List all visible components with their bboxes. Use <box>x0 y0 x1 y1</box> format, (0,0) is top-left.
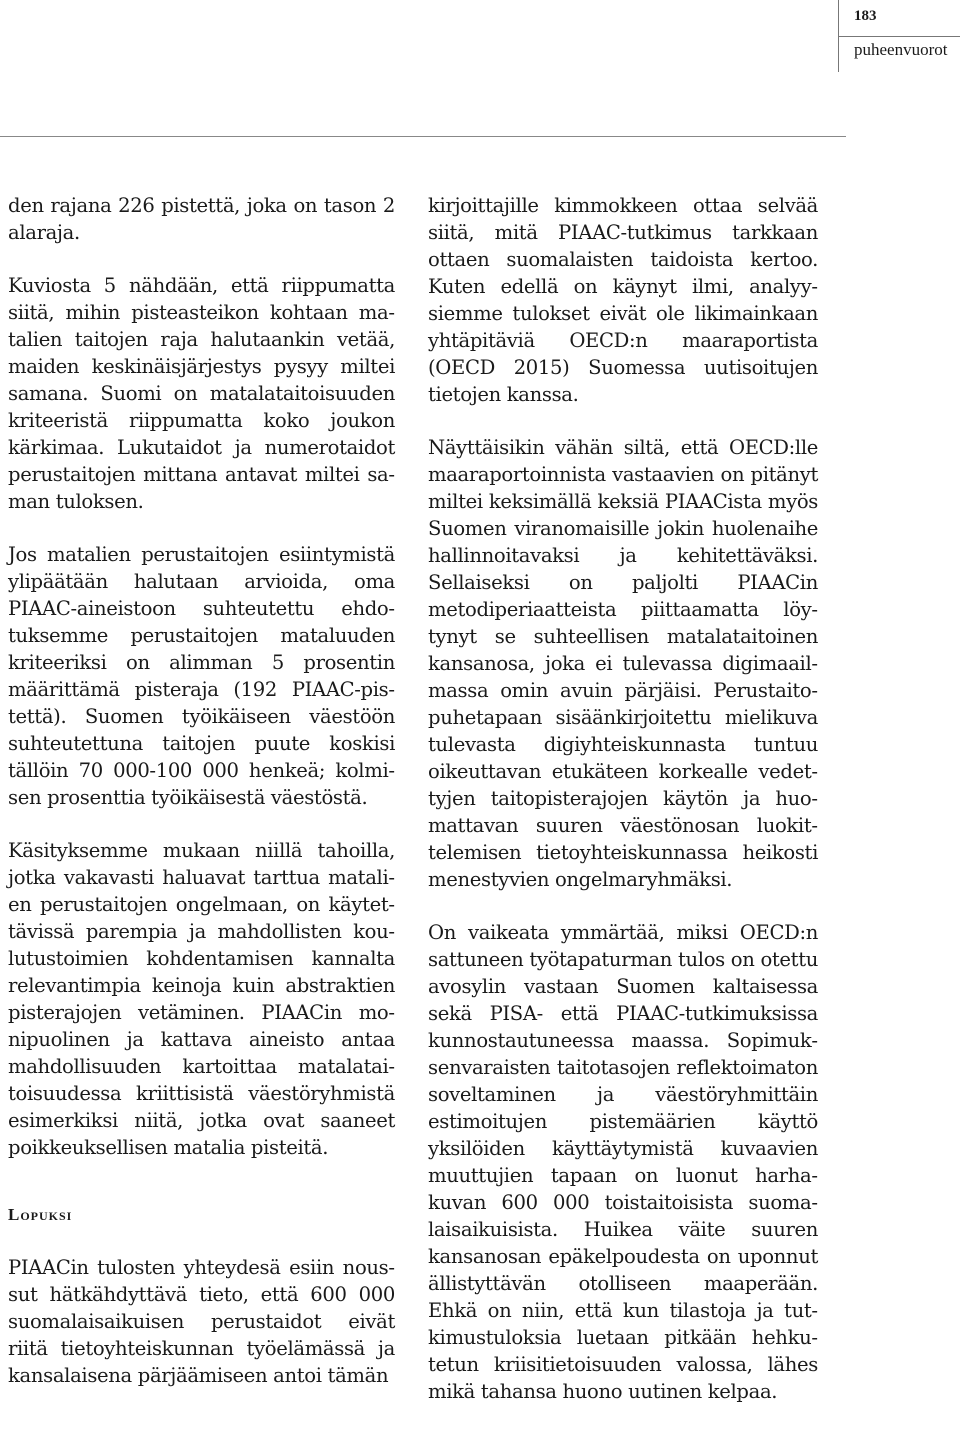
left-paragraph-4: Käsityksemme mukaan niillä tahoilla, jotka vakavasti haluavat tarttua matalien perustaitojen ongelmaan, on käytettävissä parempia ja mahdollisten koulutustoimien kohdentamisen kannalta relevantimpia keinoja kuin abstraktien pisterajojen vetäminen. PIAACin monipuolinen ja kattava aineisto antaa mahdollisuuden kartoittaa matalataitoisuudessa kriittisistä väestöryhmistä esimerkiksi niitä, jotka ovat saaneet poikkeuksellisen matalia pisteitä. <box>8 839 395 1159</box>
top-rule <box>0 136 846 137</box>
section-heading: Lopuksi <box>8 1205 73 1224</box>
left-paragraph-5: PIAACin tulosten yhteydesä esiin noussut hätkähdyttävä tieto, että 600 000 suomalaisaikuisen perustaidot eivät riitä tietoyhteiskunnan työelämässä ja kansalaisena pärjäämiseen antoi tämän <box>8 1256 395 1387</box>
right-paragraph-3: On vaikeata ymmärtää, miksi OECD:n sattuneen työtapaturman tulos on otettu avosylin vastaan Suomen kaltaisessa sekä PISA- että PIAAC-tutkimuksissa kunnostautuneessa maassa. Sopimuksenvaraisten taitotasojen reflektoimaton soveltaminen ja väestöryhmittäin estimoitujen pistemäärien käyttö yksilöiden käyttäytymistä kuvaavien muuttujien tapaan on luonut harhakuvan 600 000 toistaitoisista suomalaisaikuisista. Huikea väite suuren kansanosan epäkelpoudesta on uponnut ällistyttävän otolliseen maaperään. Ehkä on niin, että kun tilastoja ja tutkimustuloksia luetaan pitkään hehkutetun kriisitietoisuuden valossa, lähes mikä tahansa huono uutinen kelpaa. <box>428 921 818 1403</box>
right-paragraph-1: kirjoittajille kimmokkeen ottaa selvää siitä, mitä PIAAC-tutkimus tarkkaan ottaen suomalaisten taidoista kertoo. Kuten edellä on käynyt ilmi, analyysiemme tulokset eivät ole likimainkaan yhtäpitäviä OECD:n maaraportista (OECD 2015) Suomessa uutisoitujen tietojen kanssa. <box>428 194 818 406</box>
right-column <box>428 192 818 1431</box>
left-column <box>8 192 395 1415</box>
section-name: puheenvuorot <box>854 40 948 59</box>
left-paragraph-3: Jos matalien perustaitojen esiintymistä ylipäätään halutaan arvioida, oma PIAAC-aineistoon suhteutettu ehdotuksemme perustaitojen mataluuden kriteeriksi on alimman 5 prosentin määrittämä pisteraja (192 PIAAC-pistettä). Suomen työikäiseen väestöön suhteutettuna taitojen puute koskisi tällöin 70 000-100 000 henkeä; kolmisen prosenttia työikäisestä väestöstä. <box>8 543 395 809</box>
left-paragraph-1: den rajana 226 pistettä, joka on tason 2 alaraja. <box>8 194 395 244</box>
page-number: 183 <box>854 8 877 24</box>
right-paragraph-2: Näyttäisikin vähän siltä, että OECD:lle maaraportoinnista vastaavien on pitänyt miltei keksimällä keksiä PIAACista myös Suomen viranomaisille jokin huolenaihe hallinnoitavaksi ja kehitettäväksi. Sellaiseksi on paljolti PIAACin metodiperiaatteista piittaamatta löytynyt se suhteellisen matalataitoinen kansanosa, joka ei tulevassa digimaailmassa omin avuin pärjäisi. Perustaitopuhetapaan sisäänkirjoitettu mielikuva tulevasta digiyhteiskunnasta tuntuu oikeuttavan etukäteen korkealle vedettyjen taitopisterajojen käytön ja huomattavan suuren väestönosan luokittelemisen tietoyhteiskunnassa heikosti menestyvien ongelmaryhmäksi. <box>428 436 818 891</box>
header-divider <box>838 36 960 37</box>
left-paragraph-2: Kuviosta 5 nähdään, että riippumatta siitä, mihin pisteasteikon kohtaan matalien taitojen raja halutaankin vetää, maiden keskinäisjärjestys pysyy miltei samana. Suomi on matalataitoisuuden kriteeristä riippumatta koko joukon kärkimaa. Lukutaidot ja numerotaidot perustaitojen mittana antavat miltei saman tuloksen. <box>8 274 395 513</box>
